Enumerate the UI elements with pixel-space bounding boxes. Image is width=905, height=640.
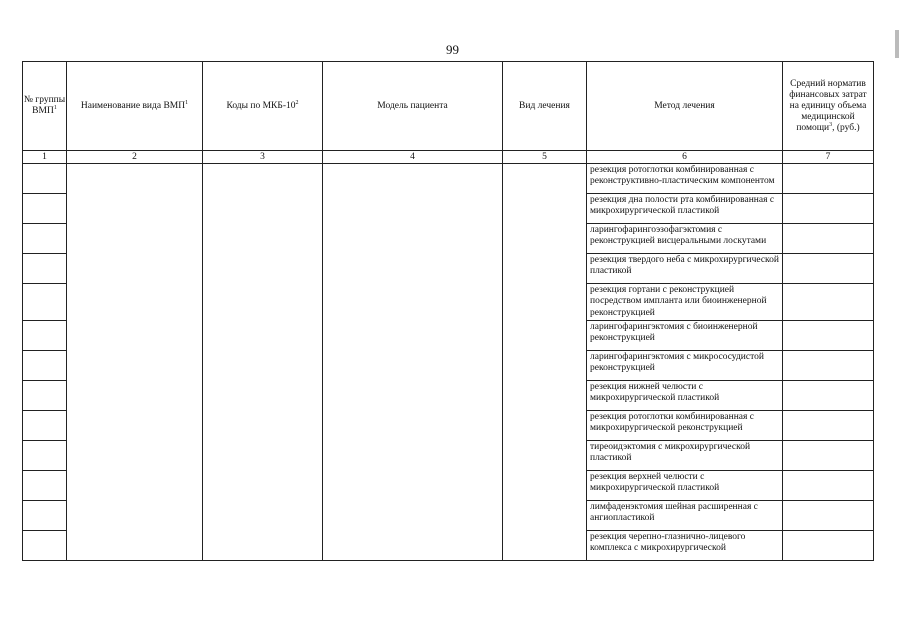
cost-cell	[783, 194, 874, 224]
group-number-cell	[23, 380, 67, 410]
vmp-name-cell	[67, 164, 203, 561]
header-vmp-name: Наименование вида ВМП$^1$	[67, 62, 203, 151]
cost-cell	[783, 284, 874, 321]
column-number: 4	[323, 151, 503, 164]
group-number-cell	[23, 410, 67, 440]
header-treatment-method: Метод лечения	[587, 62, 783, 151]
page-number: 99	[446, 42, 459, 57]
column-number: 6	[587, 151, 783, 164]
cost-cell	[783, 254, 874, 284]
method-cell: ларингофарингоэзофагэктомия с реконструкцией висцеральными лоскутами	[587, 224, 783, 254]
scan-edge-mark	[895, 30, 899, 58]
method-cell: резекция твердого неба с микрохирургической пластикой	[587, 254, 783, 284]
column-number: 1	[23, 151, 67, 164]
group-number-cell	[23, 284, 67, 321]
column-number: 3	[203, 151, 323, 164]
cost-cell	[783, 500, 874, 530]
cost-cell	[783, 320, 874, 350]
group-number-cell	[23, 530, 67, 560]
method-cell: резекция гортани с реконструкцией посредством импланта или биоинженерной реконструкцией	[587, 284, 783, 321]
header-patient-model: Модель пациента	[323, 62, 503, 151]
header-group-number: № группы ВМП$^1$	[23, 62, 67, 151]
cost-cell	[783, 164, 874, 194]
column-number-row	[23, 151, 874, 164]
column-number: 5	[503, 151, 587, 164]
group-number-cell	[23, 320, 67, 350]
cost-cell	[783, 224, 874, 254]
method-cell: резекция ротоглотки комбинированная с микрохирургической реконструкцией	[587, 410, 783, 440]
method-cell: резекция нижней челюсти с микрохирургической пластикой	[587, 380, 783, 410]
table-row	[23, 164, 874, 194]
method-cell: резекция дна полости рта комбинированная с микрохирургической пластикой	[587, 194, 783, 224]
method-cell: лимфаденэктомия шейная расширенная с ангиопластикой	[587, 500, 783, 530]
group-number-cell	[23, 500, 67, 530]
group-number-cell	[23, 440, 67, 470]
header-mkb-codes: Коды по МКБ-$10^2$	[203, 62, 323, 151]
header-row	[23, 62, 874, 151]
group-number-cell	[23, 470, 67, 500]
column-number: 2	[67, 151, 203, 164]
method-cell: резекция верхней челюсти с микрохирургической пластикой	[587, 470, 783, 500]
cost-cell	[783, 410, 874, 440]
header-treatment-type: Вид лечения	[503, 62, 587, 151]
group-number-cell	[23, 194, 67, 224]
method-cell: ларингофарингэктомия с микрососудистой реконструкцией	[587, 350, 783, 380]
vmp-table	[22, 61, 874, 561]
group-number-cell	[23, 164, 67, 194]
cost-cell	[783, 350, 874, 380]
cost-cell	[783, 470, 874, 500]
cost-cell	[783, 530, 874, 560]
cost-cell	[783, 380, 874, 410]
patient-model-cell	[323, 164, 503, 561]
mkb-codes-cell	[203, 164, 323, 561]
column-number: 7	[783, 151, 874, 164]
method-cell: ларингофарингэктомия с биоинженерной реконструкцией	[587, 320, 783, 350]
group-number-cell	[23, 254, 67, 284]
method-cell: тиреоидэктомия с микрохирургической пластикой	[587, 440, 783, 470]
group-number-cell	[23, 224, 67, 254]
treatment-type-cell	[503, 164, 587, 561]
method-cell: резекция черепно-глазнично-лицевого комплекса с микрохирургической	[587, 530, 783, 560]
cost-cell	[783, 440, 874, 470]
header-cost-standard: Средний норматив финансовых затрат на единицу объема медицинской помощи$^3$, (руб.)	[783, 62, 874, 151]
method-cell: резекция ротоглотки комбинированная с реконструктивно-пластическим компонентом	[587, 164, 783, 194]
group-number-cell	[23, 350, 67, 380]
